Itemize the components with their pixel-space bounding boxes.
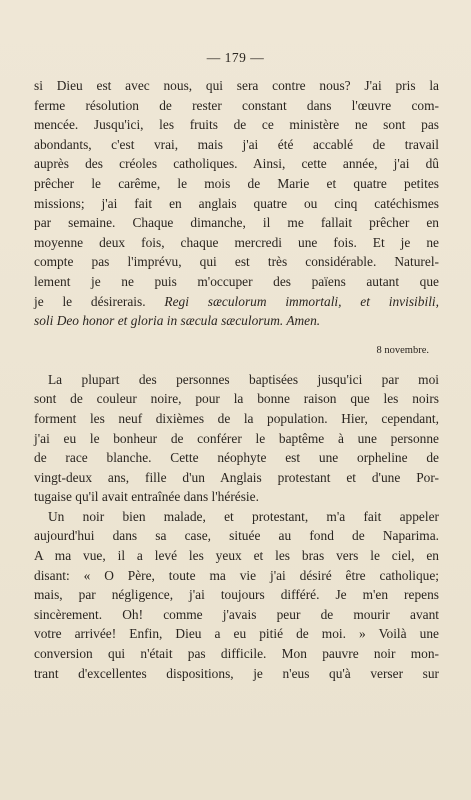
text-line: trant d'excellentes dispositions, je n'eus qu'à verser sur xyxy=(34,665,439,681)
latin-doxology-part-2: soli Deo honor et gloria in sæcula sæculorum. Amen. xyxy=(34,313,321,329)
text-line: disant: « O Père, toute ma vie j'ai désiré être catholique; xyxy=(34,567,439,583)
text-line: par semaine. Chaque dimanche, il me fallait prêcher en xyxy=(34,215,439,231)
text-line: mencée. Jusqu'ici, les fruits de ce ministère ne sont pas xyxy=(34,117,439,133)
text-line: conversion qui n'était pas difficile. Mon pauvre noir mon- xyxy=(34,646,439,662)
text-line: sont de couleur noire, pour la bonne raison que les noirs xyxy=(34,391,439,407)
text-line: forment les neuf dixièmes de la population. Hier, cependant, xyxy=(34,410,439,426)
paragraph-1 xyxy=(34,76,439,292)
text-line: mais, par négligence, j'ai toujours différé. Je m'en repens xyxy=(34,587,439,603)
text-line: ferme résolution de rester constant dans l'œuvre com- xyxy=(34,97,439,113)
text-line: missions; j'ai fait en anglais quatre ou cinq catéchismes xyxy=(34,195,439,211)
text-line: tugaise qu'il avait entraînée dans l'hérésie. xyxy=(34,489,259,505)
text-line xyxy=(34,311,439,331)
text-line: compte pas l'imprévu, qui est très considérable. Naturel- xyxy=(34,254,439,270)
text-line xyxy=(34,292,439,312)
text-line: si Dieu est avec nous, qui sera contre nous? J'ai pris la xyxy=(34,78,439,93)
page-number: — 179 — xyxy=(206,50,265,65)
text-line: de race blanche. Cette néophyte est une orpheline de xyxy=(34,450,439,466)
paragraph-3 xyxy=(34,507,439,683)
text-line: j'ai eu le bonheur de conférer le baptême à une personne xyxy=(34,430,439,446)
text-line: A ma vue, il a levé les yeux et les bras vers le ciel, en xyxy=(34,548,439,564)
text-line: lement je ne puis m'occuper des païens autant que xyxy=(34,273,439,289)
text-line: Un noir bien malade, et protestant, m'a fait appeler xyxy=(48,508,439,524)
text-line: prêcher le carême, le mois de Marie et quatre petites xyxy=(34,175,439,191)
latin-doxology-part-1: Regi sæculorum immortali, et invisibili, xyxy=(164,293,439,309)
text-line: vingt-deux ans, fille d'un Anglais protestant et d'une Por- xyxy=(34,469,439,485)
body-text xyxy=(34,76,439,683)
text-line: auprès des créoles catholiques. Ainsi, cette année, j'ai dû xyxy=(34,156,439,172)
text-line: abondants, c'est vrai, mais j'ai été accablé de travail xyxy=(34,136,439,152)
text-line: sincèrement. Oh! comme j'avais peur de mourir avant xyxy=(34,606,439,622)
text-line: La plupart des personnes baptisées jusqu'ici par moi xyxy=(48,371,439,387)
paragraph-2 xyxy=(34,370,439,507)
dateline: 8 novembre. xyxy=(376,344,429,356)
text-line: votre arrivée! Enfin, Dieu a eu pitié de moi. » Voilà une xyxy=(34,626,439,642)
text-line-plain: je le désirerais. xyxy=(34,293,146,309)
text-line: moyenne deux fois, chaque mercredi une fois. Et je ne xyxy=(34,234,439,250)
text-line: aujourd'hui dans sa case, située au fond de Naparima. xyxy=(34,528,439,544)
